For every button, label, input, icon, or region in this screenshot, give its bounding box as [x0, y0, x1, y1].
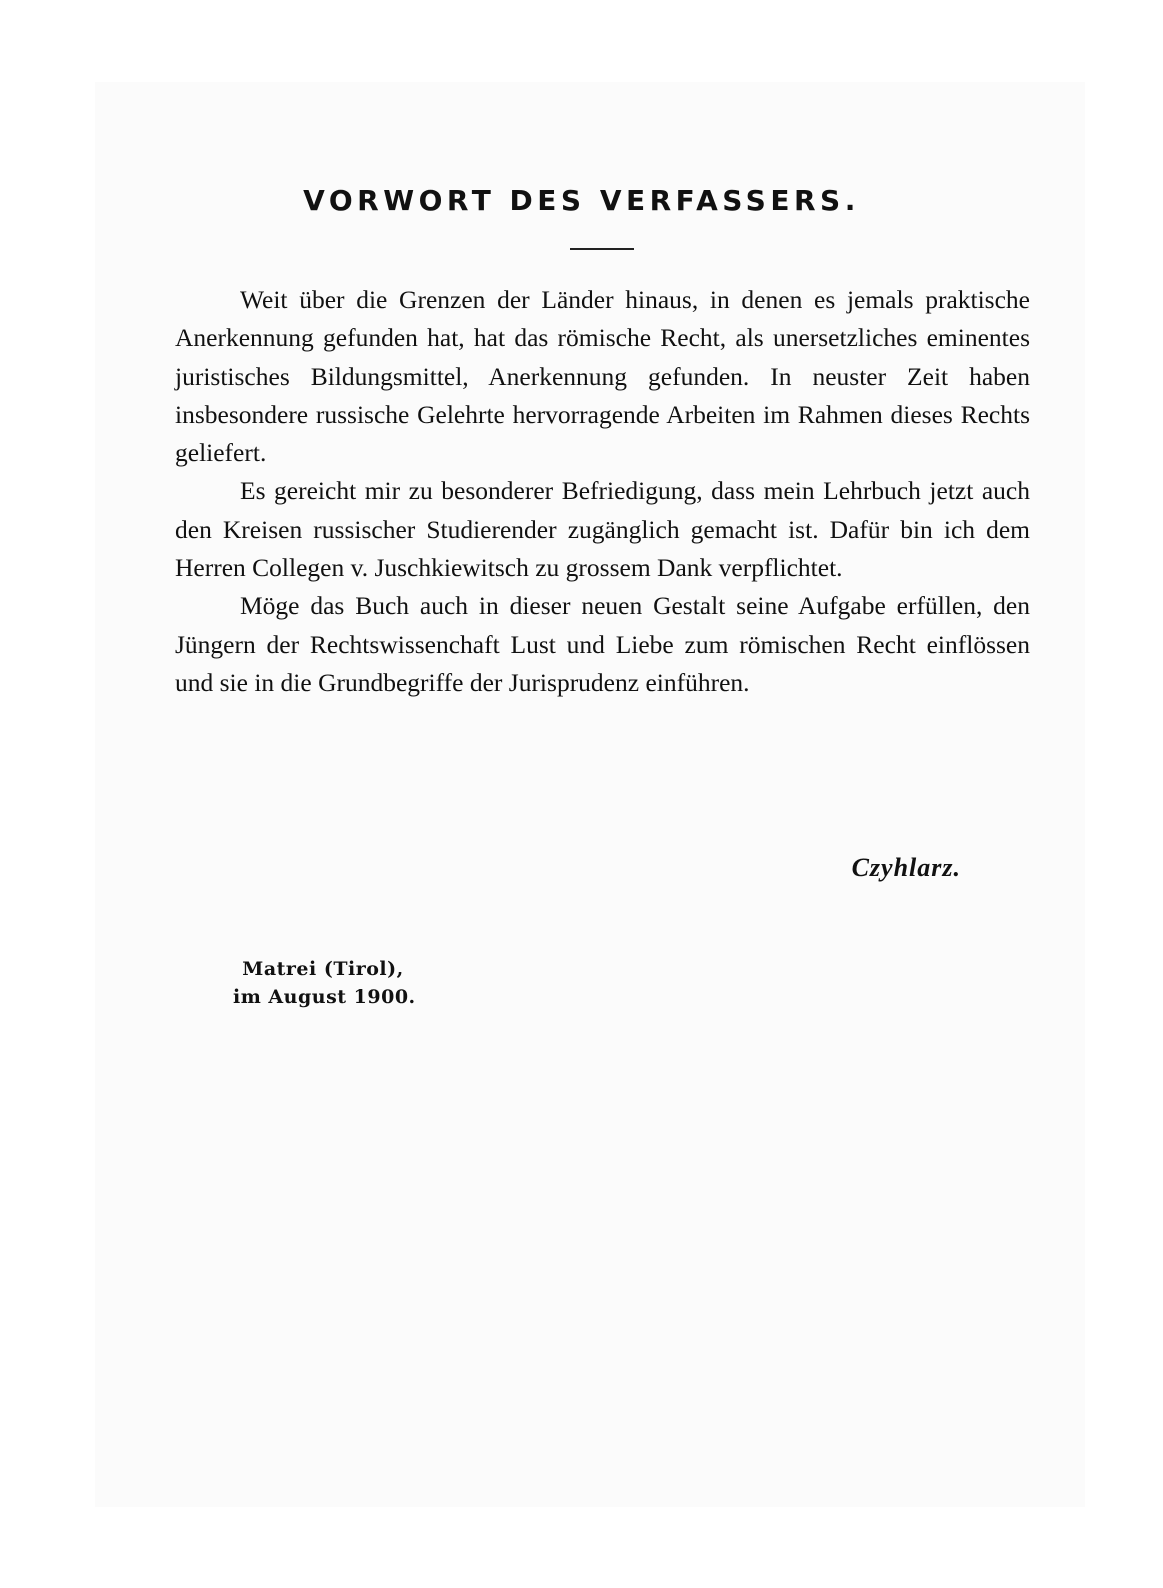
page-title: VORWORT DES VERFASSERS.: [303, 184, 860, 217]
preface-body: [175, 281, 1030, 702]
paragraph-2: Es gereicht mir zu besonderer Befriedigung, dass mein Lehrbuch jetzt auch den Kreisen russischer Studierender zugänglich gemacht ist. Dafür bin ich dem Herren Collegen v. Juschkiewitsch zu grossem Dank verpflichtet.: [175, 476, 1030, 583]
place-line: Matrei (Tirol),: [242, 958, 404, 980]
author-signature: Czyhlarz.: [851, 853, 961, 882]
date-line: im August 1900.: [233, 986, 416, 1008]
place-and-date: [233, 955, 416, 1011]
paragraph-3: Möge das Buch auch in dieser neuen Gestalt seine Aufgabe erfüllen, den Jüngern der Rechtswissenchaft Lust und Liebe zum römischen Recht einflössen und sie in die Grundbegriffe der Jurisprudenz einführen.: [175, 591, 1030, 697]
title-divider: [570, 248, 634, 250]
paragraph-1: Weit über die Grenzen der Länder hinaus, in denen es jemals praktische Anerkennung gefunden hat, hat das römische Recht, als unersetzliches eminentes juristisches Bildungsmittel, Anerkennung gefunden. In neuster Zeit haben insbesondere russische Gelehrte hervorragende Arbeiten im Rahmen dieses Rechts geliefert.: [175, 285, 1030, 468]
